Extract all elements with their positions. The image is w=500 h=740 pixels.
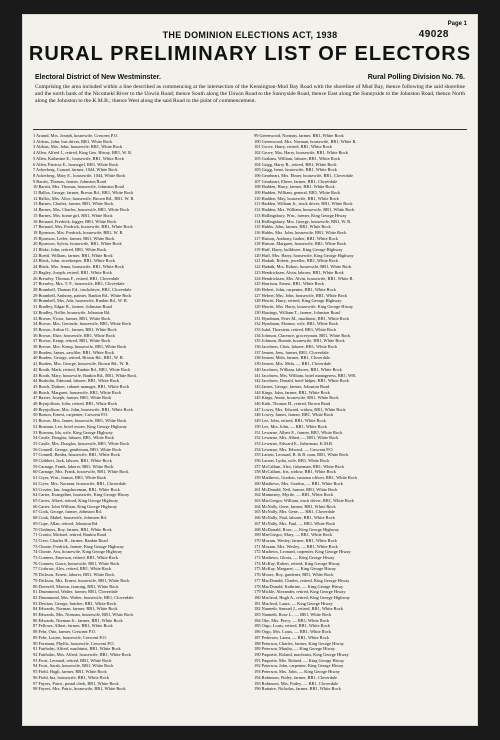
elector-entry: 151 Lewarne, Albert E., farmer, RR1, White Rock: [254, 429, 343, 435]
elector-entry: 187 Pedersen, Laura, — RR1, White Rock: [254, 634, 329, 640]
elector-entry: 62 Cryer, Mrs. Norman, housewife, RR1, Cloverdale: [33, 480, 127, 486]
elector-entry: 40 Burden, George, retired, Brown Rd., RR1, W. R.: [33, 355, 124, 361]
elector-entry: 1 Arrand, Mrs. Joseph, housewife, Crescent P.O.: [33, 133, 119, 138]
elector-entry: 167 McNally, Mrs. Paul, — RR1, White Rock: [254, 520, 336, 526]
elector-entry: 42 Booth, Mark, retired, Rankin Rd., RR1, White Rock: [33, 366, 131, 372]
elector-entry: 12 Ballos, Mrs. Alice, housewife, Brown Rd., RR1, W. R.: [33, 195, 135, 201]
district-row: [35, 74, 465, 81]
elector-entry: 130 Hastings, William T., farmer, Johnston Road: [254, 309, 340, 315]
elector-entry: 170 Mozam, Wesley, farmer, RR1, White Rock: [254, 537, 337, 543]
boundary-description: Comprising the area included within a line described as commencing at the intersection of the Kensington-Mud Bay Road with the shoreline of Mud Bay, thence following the said shoreline and the north bank of the Nicomekl River to the Unwin Road; thence South along the Unwin Road to the Sunnyside Road, thence East along the Sunnyside to the Johnston Road, thence North along the Johnston to the K.M.B.; thence West along the said Road to the point of commencement.: [35, 84, 465, 104]
elector-entry: 75 Conners, Emerson, retired, RR1, White Rock: [33, 555, 119, 561]
elector-entry: 53 Bosman, Ida, wife, King George Highway: [33, 429, 113, 435]
elector-entry: 86 Edwards, Norman Jr., farmer, RR1, White Rock: [33, 617, 123, 623]
elector-entry: 96 Field, Ina, housewife, RR1, White Rock: [33, 674, 110, 680]
elector-entry: 110 Hadden, May, housewife, RR1, White Rock: [254, 195, 339, 201]
elector-entry: 183 Nanneth, Rose L., — RR1, White Rock: [254, 612, 332, 618]
elector-entry: 6 Allen, Patricia E., housegirl, RR1, White Rock: [33, 161, 119, 167]
elector-entry: 85 Edwards, Mrs. Norman, housewife, RR1, White Rock: [33, 612, 134, 618]
elector-entry: 55 Castle, Mrs. Douglas, housewife, RR1, White Rock: [33, 440, 130, 446]
elector-entry: 188 Peterson, Charles, farmer, King George Hiway: [254, 640, 344, 646]
elector-entry: 81 Drummond, Walter, farmer, RR1, Cloverdale: [33, 589, 118, 595]
elector-entry: 113 Hollingsbury, Wm., farmer, King George Hiway: [254, 212, 347, 218]
elector-entry: 195 Robinson, Mrs. Finley, — RR1, Cloverdale: [254, 680, 339, 686]
elector-entry: 34 Brown, Mrs. Gertrude, housewife, RR1, White Rock: [33, 321, 132, 327]
elector-entry: 25 Bagley, Joseph, retired, RR1, White Rock: [33, 269, 112, 275]
elector-entry: 20 Bjornson, Sylvia, housewife, RR1, White Rock: [33, 241, 122, 247]
elector-entry: 19 Bjornson, Leifer, farmer, RR1, White Rock: [33, 235, 115, 241]
elector-entry: 139 Jensen, Mrs. Mela, — RR1, Cloverdale: [254, 361, 332, 367]
elector-entry: 175 McKay, Margaret, — King George Hiway: [254, 566, 336, 572]
elector-entry: 150 Lee, Mrs. John, — RR1, White Rock: [254, 423, 327, 429]
elector-entry: 142 Jacobsen, Donald, hotel helper, RR1, White Rock: [254, 378, 349, 384]
elector-entry: 78 Dickson, Ernest, laborer, RR1, White Rock: [33, 572, 115, 578]
elector-entry: 5 Allen, Katherine E., housewife, RR1, White Rock: [33, 155, 124, 161]
elector-entry: 59 Carnage, Frank, laborer, RR1, White Rock: [33, 463, 114, 469]
elector-entry: 172 Mathews, Leonard, carpenter, King George Hiway: [254, 549, 351, 555]
elector-entry: 67 Cook, George, farmer, Johnston Rd.: [33, 509, 102, 515]
elector-entry: 134 Johnson, Clarence, groceryman, RR1, White Rock: [254, 332, 351, 338]
elector-entry: 145 Kings, Annie, housewife, RR1, White Rock: [254, 395, 339, 401]
elector-entry: 99 Greenwood, Norman, farmer, RR1, White Rock: [254, 133, 344, 138]
elector-entry: 189 Peterson, Martha, — King George Hiway: [254, 646, 335, 652]
elector-entry: 158 McCallum, Iris, widow, RR1, White Rock: [254, 469, 336, 475]
elector-entry: 120 Huff, Mrs. Harry, housewife, King George Highway: [254, 252, 354, 258]
elector-entry: 56 Connell, George, gentleman, RR1, White Rock: [33, 446, 122, 452]
act-title: THE DOMINION ELECTIONS ACT, 1938: [162, 30, 338, 40]
elector-entry: 186 Orgo, Mrs. Louis, — RR1, White Rock: [254, 629, 332, 635]
elector-entry: 137 Jensen, Jens, farmer, RR1, Cloverdale: [254, 349, 329, 355]
elector-entry: 44 Burholm, Edmond, laborer, RR1, White Rock: [33, 378, 120, 384]
elector-entry: 135 Johnson, Bonnie, housewife, RR1, White Rock: [254, 338, 345, 344]
elector-entry: 3 Aldous, Mrs. John, housewife, RR1, White Rock: [33, 144, 123, 150]
elector-entry: 45 Burch, Dulmer, cabaret manager, RR1, White Rock: [33, 383, 130, 389]
elector-entry: 11 Ballos, George, farmer, Brown Rd., RR1, White Rock: [33, 190, 134, 196]
elector-entry: 173 Mathews, Gloria, — King George Hiway: [254, 555, 335, 561]
elector-entry: 94 Frost, Sarah, housewife, RR1, White Rock: [33, 663, 114, 669]
elector-entry: 169 MacGregor, Mary, — RR1, White Rock: [254, 532, 333, 538]
elector-entry: 22 Boettl, William, farmer, RR1, White Rock: [33, 252, 113, 258]
elector-entry: 82 Drummond, Mrs. Walter, housewife, RR1, Cloverdale: [33, 594, 134, 600]
elector-entry: 161 McDonald, Neil, farmer, RR1, White Rock: [254, 486, 338, 492]
elector-entry: 68 Cook, Mabel, housewife, Johnston Rd.: [33, 515, 107, 521]
elector-entry: 89 Fehr, Louise, housewife, Crescent P.O.: [33, 634, 107, 640]
elector-entry: 49 Brynjolfson, Mrs. John, housewife, RR1, White Rock: [33, 406, 133, 412]
elector-entry: 144 Kings, John, farmer, RR1, White Rock: [254, 389, 330, 395]
elector-entry: 159 Matthews, Gordon, customs officer, RR1, White Rock: [254, 475, 358, 481]
elector-entry: 124 Hendricksen, Mrs. Alvin, housewife, RR1, White R.: [254, 275, 354, 281]
elector-entry: 54 Castle, Douglas, laborer, RR1, White Rock: [33, 435, 115, 441]
elector-entry: 100 Greenwood, Mrs. Norman, housewife, RR1, White R.: [254, 138, 357, 144]
elector-entry: 114 Hollingsbury, Mrs. George, housewife, RR1, W. R.: [254, 218, 352, 224]
elector-entry: 8 Ackerberg, Mary E., housewife, 1044, White Rock: [33, 172, 126, 178]
elector-entry: 132 Hyndman, Eleanor, wife, RR1, White Rock: [254, 321, 339, 327]
elector-entry: 46 Burch, Margaret, housewife, RR1, White Rock: [33, 389, 122, 395]
elector-entry: 16 Bernard, Fredrick, logger, RR1, White Rock: [33, 218, 117, 224]
elector-entry: 153 Lewarne, Edward E., fisherman, K.M.B.: [254, 440, 334, 446]
page-number: Page 1: [447, 21, 467, 27]
elector-entry: 51 Brown, Mrs. James, housewife, RR1, White Rock: [33, 418, 127, 424]
elector-entry: 166 McNally, Paul, laborer, RR1, White Rock: [254, 515, 335, 521]
elector-entry: 123 Hendricksen, Alvin, laborer, RR1, White Rock: [254, 269, 344, 275]
elector-entry: 74 Choate, Ava, housewife, King George Highway: [33, 549, 123, 555]
elector-entry: 177 MacDonald, Charles, retired, King George Hiway: [254, 577, 350, 583]
elector-entry: 29 Bramhell, Anthony, painter, Rankin Rd., White Rock: [33, 292, 132, 298]
document-page: [22, 14, 478, 726]
elector-entry: 133 Isdal, Thorstein, retired, RR1, White Rock: [254, 326, 337, 332]
elector-entry: 7 Ackerberg, Conrad, farmer, 1044, White Rock: [33, 167, 118, 173]
elector-entry: 116 Hubbs, Mrs. John, housewife, RR1, White Rock: [254, 229, 347, 235]
elector-entry: 28 Bramhell, Thomas Ed., truckdriver, RR1, Cloverdale: [33, 286, 132, 292]
elector-entry: 73 Choate, Fredrick, farmer, King George Highway: [33, 543, 124, 549]
elector-entry: 191 Paquette, Mrs. Roland, — King George Hiway: [254, 657, 345, 663]
elector-entry: 50 Burton, Ernest, carpenter, Crescent P.O.: [33, 412, 109, 418]
elector-entry: 194 Robinson, Finley, farmer, RR1, Cloverdale: [254, 674, 338, 680]
elector-entry: 77 Corbraw, Alex, retired, RR1, White Rock: [33, 566, 112, 572]
elector-entry: 112 Hadden, Mrs. William, housewife, RR1, White Rock: [254, 207, 355, 213]
elector-entry: 87 Fellows, Albert, farmer, RR1, White Rock: [33, 623, 113, 629]
elector-entry: 41 Burden, Mrs. George, housewife, Brown Rd., W. R.: [33, 361, 130, 367]
elector-entry: 157 McCallum, Alex, fisherman, RR1, White Rock: [254, 463, 345, 469]
elector-entry: 95 Field, Hugh, farmer, RR1, White Rock: [33, 669, 107, 675]
elector-entry: 108 Hadden, Harry, farmer, RR1, White Rock: [254, 184, 335, 190]
elector-entry: 21 Blake, John, retired, RR1, White Rock: [33, 247, 107, 253]
elector-entry: 105 Grigg, Irene, housewife, RR1, White Rock: [254, 167, 337, 173]
polling-division: Rural Polling Division No. 76.: [367, 74, 465, 81]
elector-entry: 109 Hadden, William, general, RR1, White Rock: [254, 190, 341, 196]
elector-entry: 147 Lowry, Mrs. Edward, widow, RR1, White Rock: [254, 406, 346, 412]
elector-entry: 178 MacDonald, Kathrine, — King George Hiway: [254, 583, 344, 589]
elector-entry: 102 Grove, Mrs. Harry, housewife, RR1, White Rock: [254, 150, 348, 156]
stamp-number: 49028: [418, 29, 449, 40]
elector-entry: 176 Moore, Roy, gardener, RR1, White Rock: [254, 572, 334, 578]
elector-entry: 163 MacGregor, William, truck driver, RR1, White Rock: [254, 498, 355, 503]
elector-entry: 2 Aldous, John, bus driver, RR1, White Rock: [33, 138, 113, 144]
elector-entry: 149 Lee, John, retired, RR1, White Rock: [254, 418, 326, 424]
elector-entry: 190 Paquette, Roland, machinist, King George Hiway: [254, 651, 349, 657]
elector-entry: 91 Fairholm, Alfred, machinist, RR1, White Rock: [33, 646, 121, 652]
elector-entry: 117 Hutson, Anthony, barber, RR1, White Rock: [254, 235, 338, 241]
elector-entry: 58 Cuthbert, Jack, laborer, RR1, White Rock: [33, 458, 112, 464]
elector-entry: 141 Jacobsen, Mrs. William, hotel manageress, RR1, WR.: [254, 372, 357, 378]
elector-entry: 154 Lewarne, Mrs. Edward, — Crescent P.O.: [254, 446, 334, 452]
elector-entry: 184 Oke, Mrs. Percy, — RR1, White Rock: [254, 617, 330, 623]
elector-entry: 47 Baxter, Joseph, farmer, RR1, White Rock: [33, 395, 112, 401]
elector-entry: 146 Kink, Thomas H., retired, Brown Road: [254, 401, 331, 407]
elector-entry: 13 Barnes, Charles, farmer, RR1, White Rock: [33, 201, 114, 207]
elector-entry: 30 Bramhell, Mrs. Ada, housewife, Rankin Rd., W. R.: [33, 298, 128, 304]
elector-entry: 48 Brynjolfson, John, retired, RR1, White Rock: [33, 401, 118, 407]
elector-entry: 140 Jacobsen, William, laborer, RR1, White Rock: [254, 366, 342, 372]
elector-entry: 88 Fehr, Otto, farmer, Crescent P.O.: [33, 629, 97, 635]
elector-entry: 98 Fayers, Mrs. Patric, housewife, RR1, White Rock: [33, 686, 126, 692]
elector-entry: 10 Barritt, Mrs. Thomas, housewife, Johnston Road: [33, 184, 124, 190]
elector-entry: 24 Black, Mrs. Jenna, housewife, RR1, White Rock: [33, 264, 124, 270]
elector-entry: 14 Barnes, Mrs. Charles, housewife, RR1, White Rock: [33, 207, 130, 213]
elector-entry: 92 Fairholm, Mrs. Alfred, housewife, RR1, White Rock: [33, 651, 131, 657]
elector-entry: 15 Barnes, Mrs. home girl, RR1, White Rock: [33, 212, 113, 218]
elector-entry: 121 Hadath, Robert, jeweller, RR1, White Rock: [254, 258, 339, 264]
elector-entry: 69 Cope, Allan, retired, Johnston Rd.: [33, 520, 99, 526]
elector-entry: 155 Larsen, Leonard, B. & B. man, RR1, White Rock: [254, 452, 349, 458]
electoral-district: Electoral District of New Westminster.: [35, 74, 161, 81]
elector-entry: 193 Peterson, Mrs. John, — King George Hiway: [254, 669, 340, 675]
elector-entry: 104 Grigg, Harry R., retired, RR1, White Rock: [254, 161, 337, 167]
elector-entry: 182 Nanneth, Samuel J., retired, RR1, White Rock: [254, 606, 343, 612]
elector-entry: 23 Black, John, storekeeper, RR1, White Rock: [33, 258, 115, 264]
elector-entry: 72 Crew, Charles H., farmer, Rankin Road: [33, 537, 108, 543]
elector-entry: 101 Grove, Harry, retired, RR1, White Rock: [254, 144, 332, 150]
elector-entry: 4 Allen, Alfred J., retired, King Geo. Hiway, RR1, W. R.: [33, 150, 133, 156]
elector-entry: 115 Hubbs, John, farmer, RR1, White Rock: [254, 224, 331, 230]
elector-entry: 162 Mummery, Myrtle, — RR1, White Rock: [254, 492, 334, 498]
elector-entry: 131 Hyndman, Peter M., machinist, RR1, White Rock: [254, 315, 350, 321]
elector-entry: 107 Gearheart, Elmer, farmer, RR1, Cloverdale: [254, 178, 338, 184]
elector-entry: 148 Lowry, James, farmer, RR1, White Rock: [254, 412, 334, 418]
elector-entry: 93 Frost, Leonard, retired, RR1, White Rock: [33, 657, 112, 663]
elector-entry: 122 Hadath, Mrs. Robert, housewife, RR1, White Rock: [254, 264, 352, 270]
elector-entry: 61 Cryer, Wm., farmer, RR1, White Rock: [33, 475, 107, 481]
elector-entry: 180 Macleod, Hugh A., retired, King George Highway: [254, 594, 350, 600]
elector-columns: [33, 133, 467, 717]
elector-entry: 160 Matthews, Mrs. Gordon, — RR1, White Rock: [254, 480, 343, 486]
elector-entry: 18 Bjornson, Mrs. Fredrick, housewife, RR1, W. R.: [33, 229, 124, 235]
elector-entry: 125 Harrison, Ernest, RR1, White Rock: [254, 281, 324, 287]
elector-entry: 106 Gearheart, Mrs. Elmer, housewife, RR1, Cloverdale: [254, 172, 353, 178]
elector-entry: 63 Crozier, Ian, longshoreman, RR1, White Rock: [33, 486, 120, 492]
elector-entry: 126 Hebert, John, carpenter, RR1, White Rock: [254, 286, 336, 292]
elector-entry: 165 McNally, Mrs. Gene, — RR1, Cloverdale: [254, 509, 335, 515]
list-title: RURAL PRELIMINARY LIST OF ELECTORS: [28, 43, 472, 65]
elector-entry: 127 Hebert, Mrs. John, housewife, RR1, White Rock: [254, 292, 348, 298]
elector-entry: 17 Bernard, Mrs. Fredrick, housewife, RR1, White Rock: [33, 224, 133, 230]
elector-entry: 66 Carter, John William, King George Highway: [33, 503, 118, 509]
elector-entry: 97 Fayers, Patric, postal clerk, RR1, White Rock: [33, 680, 119, 686]
elector-entry: 57 Connell, Bertha, housewife, RR1, White Rock: [33, 452, 120, 458]
elector-entry: 164 McNally, Gene, farmer, RR1, White Rock: [254, 503, 336, 509]
header-rule: [33, 129, 467, 130]
elector-entry: 70 Chalmers, Roy, farmer, RR1, White Rock: [33, 526, 112, 532]
elector-entry: 111 Hadden, William Jr., truck driver, RR1, White Rock: [254, 201, 353, 207]
elector-entry: 156 Larsen, Lydia, wife, RR1, White Rock: [254, 458, 330, 464]
elector-entry: 118 Hutson, Margaret, housewife, RR1, White Rock: [254, 241, 347, 247]
elector-entry: 181 Macleod, Laura, — King George Hiway: [254, 600, 333, 606]
elector-entry: 43 Booth, Mary, housewife, Rankin Rd., RR1, White Rock: [33, 372, 137, 378]
elector-column-right: [254, 133, 467, 717]
elector-entry: 31 Bradley, Edgar R., farmer, Johnston Road: [33, 304, 112, 310]
elector-entry: 64 Carter, Evangeline, housewife, King George Hiway: [33, 492, 130, 498]
elector-entry: 129 Hewitt, Mrs. Harry, housewife, King George Hiway: [254, 304, 354, 310]
elector-entry: 179 Mickle, Alexander, retired, King George Hiway: [254, 589, 346, 595]
elector-entry: 138 Jensen, Mela, farmer, RR1, Cloverdale: [254, 355, 331, 361]
elector-entry: 36 Brown, Elsie, housewife, RR1, White Rock: [33, 332, 116, 338]
elector-entry: 26 Brearley, Thomas F., retired, RR1, Cloverdale: [33, 275, 120, 281]
elector-entry: 143 James, George, farmer, Johnston Road: [254, 383, 330, 389]
elector-entry: 171 Mozam, Mrs. Wesley, — RR1, White Rock: [254, 543, 338, 549]
elector-entry: 60 Carnage, Mrs. Frank, housewife, RR1, White Rock: [33, 469, 129, 475]
elector-column-left: [33, 133, 246, 717]
elector-entry: 27 Brearley, Mrs. T. F., housewife, RR1, Cloverdale: [33, 281, 125, 287]
elector-entry: 103 Graham, William, laborer, RR1, White Rock: [254, 155, 341, 161]
elector-entry: 39 Burden, James, sawfiler, RR1, White Rock: [33, 349, 114, 355]
elector-entry: 185 Orgo, Louis, retired, RR1, White Rock: [254, 623, 330, 629]
elector-entry: 33 Brown, Victor, farmer, RR1, White Rock: [33, 315, 111, 321]
elector-entry: 38 Brown, Mrs. Kemp, housewife, RR1, White Rock: [33, 344, 127, 350]
elector-entry: 174 McKay, Robert, retired, King George Hiway: [254, 560, 341, 566]
elector-entry: 84 Edwards, Norman, farmer, RR1, White Rock: [33, 606, 118, 612]
elector-entry: 35 Brown, Arthur O., farmer, RR1, White Rock: [33, 326, 117, 332]
elector-entry: 168 McDonald, Rose, — King George Highway: [254, 526, 340, 532]
elector-entry: 90 Foreman, Phyllis, housewife, Crescent P.O.: [33, 640, 115, 646]
elector-entry: 79 Dickson, Mrs. Ernest, housewife, RR1, White Rock: [33, 577, 130, 583]
elector-entry: 128 Hewitt, Harry, retired, King George Highway: [254, 298, 342, 304]
elector-entry: 32 Bradley, Nellie, housewife, Johnston Rd.: [33, 309, 111, 315]
elector-entry: 52 Bosman, Leo, hotel owner, King George Highway: [33, 423, 127, 429]
elector-entry: 83 Dewton, George, butcher, RR1, White Rock: [33, 600, 117, 606]
elector-entry: 9 Barritt, Thomas, farmer, Johnston Road: [33, 178, 106, 184]
elector-entry: 76 Conners, Grace, housewife, RR1, White Rock: [33, 560, 120, 566]
elector-entry: 152 Lewarne, Mrs. Albert, — RR1, White Rock: [254, 435, 339, 441]
elector-entry: 119 Huff, Harry, bulldozer, King George Highway: [254, 247, 343, 253]
elector-entry: 192 Peterson, John, carpenter, King George Hiway: [254, 663, 344, 669]
elector-entry: 37 Brown, Kemp, retired, RR1, White Rock: [33, 338, 111, 344]
elector-entry: 71 Cronin, Michael, retired, Rankin Road: [33, 532, 107, 538]
elector-entry: 80 Doverell, Marion, farming, RR1, White Rock: [33, 583, 119, 589]
elector-entry: 136 Jacobsen, Chris, laborer, RR1, White Rock: [254, 344, 338, 350]
elector-entry: 65 Carter, Albert, retired, King George Highway: [33, 498, 119, 503]
elector-entry: 196 Ruttaire, Nicholas, farmer, RR1, White Rock: [254, 686, 341, 692]
